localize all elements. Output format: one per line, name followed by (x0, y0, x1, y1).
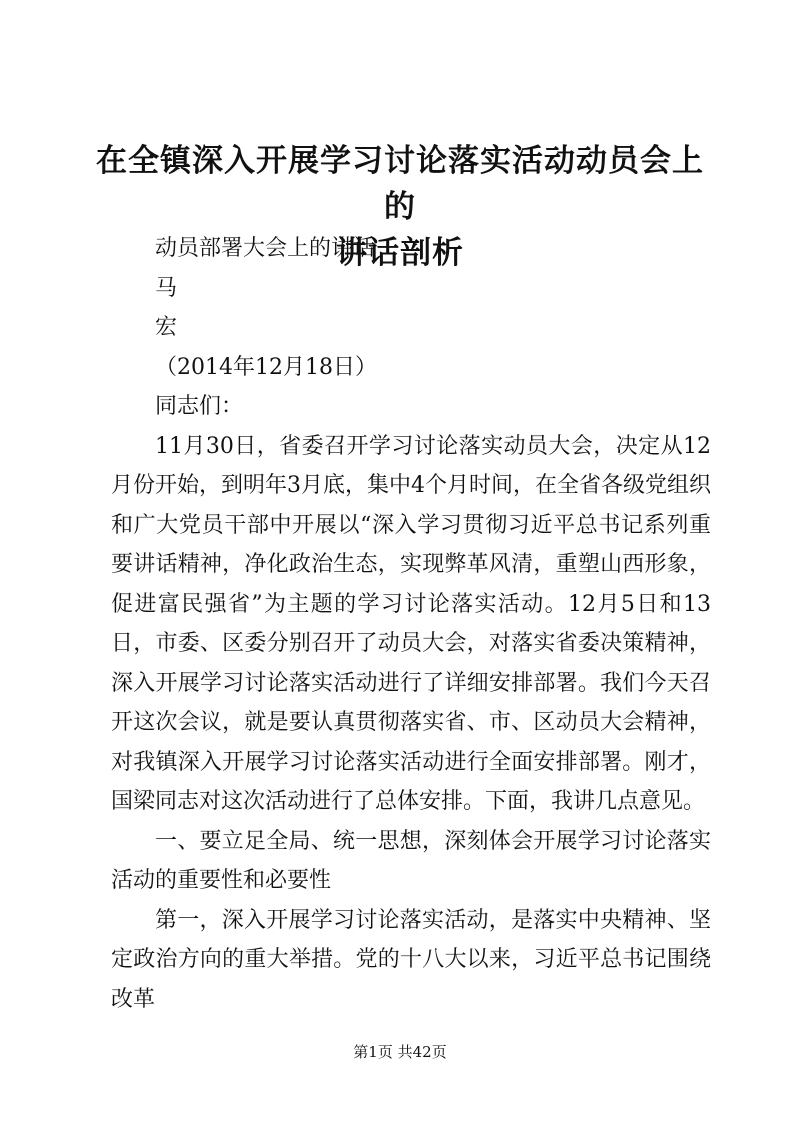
body-paragraph: 第一，深入开展学习讨论落实活动，是落实中央精神、坚定政治方向的重大举措。党的十八大以来，习近平总书记围绕改革 (111, 907, 711, 1012)
speech-subtitle: 动员部署大会上的讲话 (155, 236, 376, 261)
section-heading: 一、要立足全局、统一思想，深刻体会开展学习讨论落实活动的重要性和必要性 (111, 828, 711, 893)
title-line-1: 在全镇深入开展学习讨论落实活动动员会上的 (96, 143, 704, 225)
speech-date: （2014年12月18日） (155, 354, 377, 380)
speaker-given-name: 宏 (155, 315, 178, 340)
document-body (111, 229, 711, 1019)
salutation: 同志们： (155, 394, 244, 419)
title-line-2: 讲话剖析 (336, 235, 464, 271)
body-paragraph: 11月30日，省委召开学习讨论落实动员大会，决定从12月份开始，到明年3月底，集中4个月时间，在全省各级党组织和广大党员干部中开展以“深入学习贯彻习近平总书记系列重要讲话精神，净化政治生态，实现弊革风清，重塑山西形象，促进富民强省”为主题的学习讨论落实活动。12月5日和13日，市委、区委分别召开了动员大会，对落实省委决策精神，深入开展学习讨论落实活动进行了详细安排部署。我们今天召开这次会议，就是要认真贯彻落实省、市、区动员大会精神，对我镇深入开展学习讨论落实活动进行全面安排部署。刚才，国梁同志对这次活动进行了总体安排。下面，我讲几点意见。 (111, 433, 711, 814)
speaker-surname: 马 (155, 275, 178, 301)
page-footer: 第1页 共42页 (353, 1043, 447, 1061)
